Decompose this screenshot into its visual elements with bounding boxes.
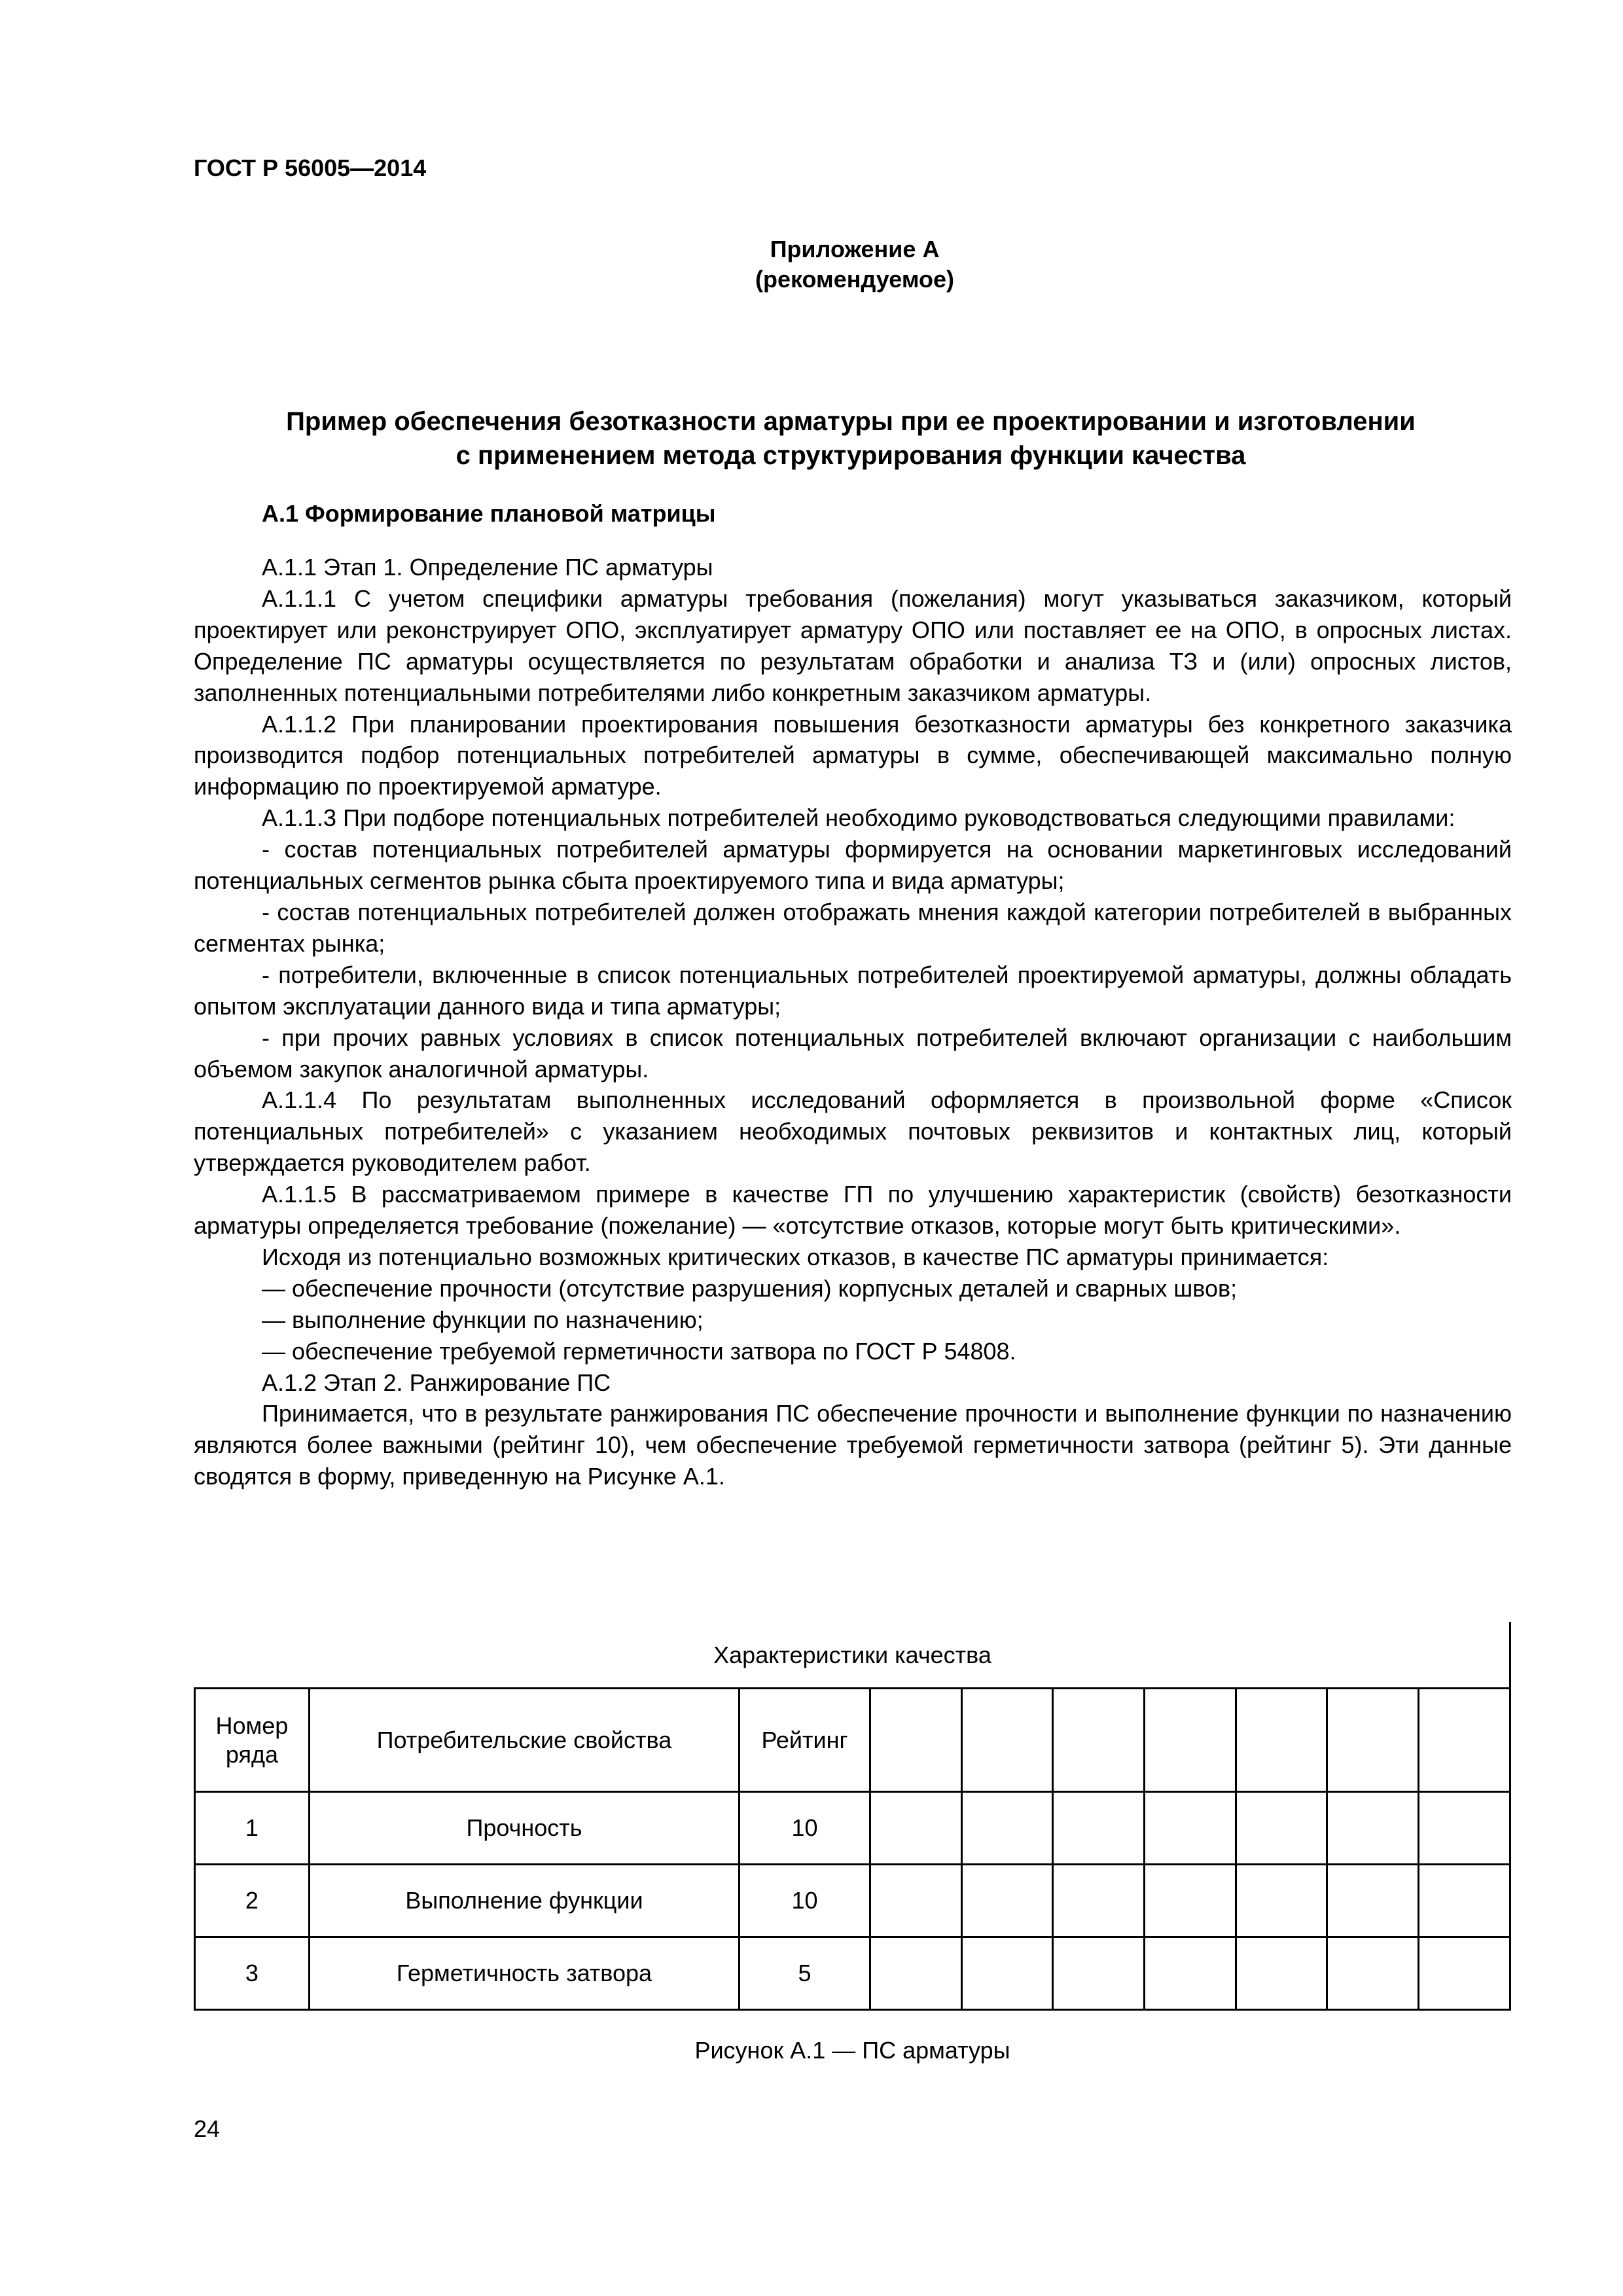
body-text [194,552,1512,1492]
empty-cell [1327,1792,1419,1865]
list-item: — обеспечение требуемой герметичности затвора по ГОСТ Р 54808. [262,1337,1016,1365]
empty-cell [1236,1937,1327,2010]
empty-cell [1053,1937,1145,2010]
empty-cell [1145,1937,1236,2010]
cell-property: Прочность [309,1792,739,1865]
empty-cell [1419,1937,1510,2010]
empty-cell [1419,1689,1510,1792]
empty-cell [1236,1689,1327,1792]
header-properties: Потребительские свойства [309,1689,739,1792]
list-item: - потребители, включенные в список потенциальных потребителей проектируемой арматуры, должны обладать опытом эксплуатации данного вида и типа арматуры; [194,961,1512,1020]
empty-cell [870,1689,961,1792]
table-header-row [195,1689,1510,1792]
empty-cell [1236,1792,1327,1865]
paragraph: А.1.2 Этап 2. Ранжирование ПС [262,1369,611,1396]
paragraph: Исходя из потенциально возможных критических отказов, в качестве ПС арматуры принимается: [262,1243,1329,1270]
paragraph: А.1.1.2 При планировании проектирования повышения безотказности арматуры без конкретного заказчика производится подбор потенциальных потребителей арматуры в сумме, обеспечивающей максимально полную информацию по проектируемой арматуре. [194,710,1512,800]
paragraph: Принимается, что в результате ранжирования ПС обеспечение прочности и выполнение функции по назначению являются более важными (рейтинг 10), чем обеспечение требуемой герметичности затвора (рейтинг 5). Эти данные сводятся в форму, приведенную на Рисунке А.1. [194,1400,1512,1490]
list-item: — выполнение функции по назначению; [262,1306,704,1333]
empty-cell [1145,1865,1236,1937]
title-line-1: Пример обеспечения безотказности арматуры при ее проектировании и изготовлении [286,407,1416,436]
list-item: - при прочих равных условиях в список потенциальных потребителей включают организации с наибольшим объемом закупок аналогичной арматуры. [194,1024,1512,1083]
appendix-type: (рекомендуемое) [755,266,954,293]
empty-cell [1053,1792,1145,1865]
appendix-title: Приложение А [770,236,940,262]
cell-row-number: 1 [195,1792,310,1865]
document-code: ГОСТ Р 56005—2014 [194,154,427,181]
empty-cell [1419,1792,1510,1865]
paragraph: А.1.1.1 С учетом специфики арматуры требования (пожелания) могут указываться заказчиком, который проектирует или реконструирует ОПО, эксплуатирует арматуру ОПО или поставляет ее на ОПО, в опросных листах. Определение ПС арматуры осуществляется по результатам обработки и анализа ТЗ и (или) опросных листов, заполненных потенциальными потребителями либо конкретным заказчиком арматуры. [194,584,1512,706]
empty-cell [870,1792,961,1865]
empty-cell [1053,1689,1145,1792]
empty-cell [1145,1792,1236,1865]
empty-cell [961,1937,1053,2010]
ps-table [194,1687,1511,2011]
page-title [190,404,1512,473]
empty-cell [1419,1865,1510,1937]
table-row [195,1792,1510,1865]
page-number: 24 [194,2115,221,2142]
empty-cell [1053,1865,1145,1937]
list-item: - состав потенциальных потребителей арматуры формируется на основании маркетинговых исследований потенциальных сегментов рынка сбыта проектируемого типа и вида арматуры; [194,836,1512,895]
empty-cell [1236,1865,1327,1937]
empty-cell [1327,1689,1419,1792]
appendix-heading [0,234,1623,295]
paragraph: А.1.1.4 По результатам выполненных исследований оформляется в произвольной форме «Список потенциальных потребителей» с указанием необходимых почтовых реквизитов и контактных лиц, который утверждается руководителем работ. [194,1086,1512,1177]
empty-cell [961,1792,1053,1865]
table-row [195,1865,1510,1937]
paragraph: А.1.1 Этап 1. Определение ПС арматуры [262,554,713,581]
header-row-number: Номер ряда [195,1689,310,1792]
title-line-2: с применением метода структурирования функции качества [455,441,1246,470]
cell-property: Выполнение функции [309,1865,739,1937]
section-heading: А.1 Формирование плановой матрицы [262,500,716,527]
paragraph: А.1.1.5 В рассматриваемом примере в качестве ГП по улучшению характеристик (свойств) безотказности арматуры определяется требование (пожелание) — «отсутствие отказов, которые могут быть критическими». [194,1181,1512,1240]
header-rating: Рейтинг [740,1689,870,1792]
list-item: - состав потенциальных потребителей должен отображать мнения каждой категории потребителей в выбранных сегментах рынка; [194,898,1512,957]
cell-row-number: 3 [195,1937,310,2010]
cell-row-number: 2 [195,1865,310,1937]
quality-characteristics-label: Характеристики качества [713,1641,991,1668]
empty-cell [1327,1865,1419,1937]
empty-cell [1327,1937,1419,2010]
cell-rating: 10 [740,1792,870,1865]
figure-caption: Рисунок А.1 — ПС арматуры [694,2037,1010,2064]
paragraph: А.1.1.3 При подборе потенциальных потребителей необходимо руководствоваться следующими правилами: [262,804,1455,832]
cell-rating: 10 [740,1865,870,1937]
list-item: — обеспечение прочности (отсутствие разрушения) корпусных деталей и сварных швов; [262,1274,1238,1302]
cell-rating: 5 [740,1937,870,2010]
empty-cell [961,1689,1053,1792]
cell-property: Герметичность затвора [309,1937,739,2010]
empty-cell [1145,1689,1236,1792]
table-row [195,1937,1510,2010]
empty-cell [870,1937,961,2010]
empty-cell [870,1865,961,1937]
empty-cell [961,1865,1053,1937]
